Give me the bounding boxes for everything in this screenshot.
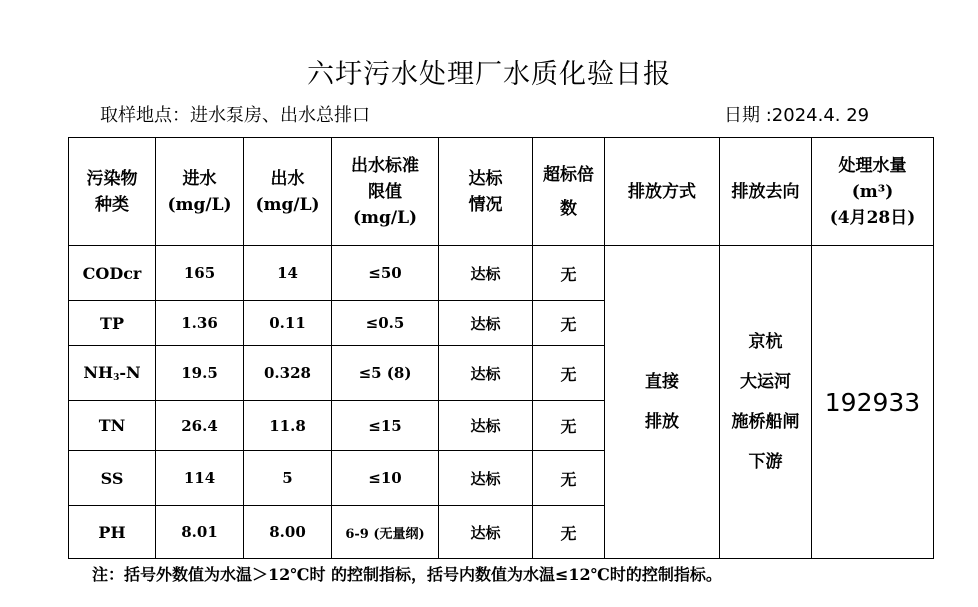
compliance-cell: 达标 [439,506,533,559]
influent-cell: 165 [156,246,244,301]
header-row [69,138,934,246]
header-effluent: 出水 (mg/L) [244,138,332,246]
treated-volume-cell: 192933 [812,246,934,559]
exceed-cell: 无 [533,346,605,401]
influent-cell: 26.4 [156,401,244,451]
sampling-location: 取样地点：进水泵房、出水总排口 [100,105,370,126]
exceed-cell: 无 [533,451,605,506]
compliance-cell: 达标 [439,301,533,346]
exceed-cell: 无 [533,401,605,451]
water-quality-table [68,137,934,559]
limit-cell: ≤0.5 [332,301,439,346]
header-compliance: 达标 情况 [439,138,533,246]
header-pollutant: 污染物 种类 [69,138,156,246]
compliance-cell: 达标 [439,346,533,401]
exceed-cell: 无 [533,506,605,559]
effluent-cell: 0.11 [244,301,332,346]
discharge-direction-cell: 京杭 大运河 施桥船闸 下游 [720,246,812,559]
effluent-cell: 14 [244,246,332,301]
exceed-cell: 无 [533,301,605,346]
header-limit: 出水标准 限值 (mg/L) [332,138,439,246]
table-row [69,246,934,301]
header-volume: 处理水量 (m³) (4月28日) [812,138,934,246]
influent-cell: 114 [156,451,244,506]
limit-cell: ≤5 (8) [332,346,439,401]
discharge-method-cell: 直接 排放 [605,246,720,559]
limit-cell: 6-9 (无量纲) [332,506,439,559]
header-exceed: 超标倍 数 [533,138,605,246]
influent-cell: 8.01 [156,506,244,559]
pollutant-cell: CODcr [69,246,156,301]
compliance-cell: 达标 [439,401,533,451]
pollutant-cell: SS [69,451,156,506]
effluent-cell: 0.328 [244,346,332,401]
influent-cell: 19.5 [156,346,244,401]
pollutant-cell: TP [69,301,156,346]
limit-cell: ≤50 [332,246,439,301]
limit-cell: ≤15 [332,401,439,451]
compliance-cell: 达标 [439,246,533,301]
header-influent: 进水 (mg/L) [156,138,244,246]
effluent-cell: 8.00 [244,506,332,559]
exceed-cell: 无 [533,246,605,301]
pollutant-cell: TN [69,401,156,451]
effluent-cell: 11.8 [244,401,332,451]
header-discharge-method: 排放方式 [605,138,720,246]
effluent-cell: 5 [244,451,332,506]
footnote: 注：括号外数值为水温＞12℃时 的控制指标，括号内数值为水温≤12℃时的控制指标。 [92,565,722,584]
influent-cell: 1.36 [156,301,244,346]
limit-cell: ≤10 [332,451,439,506]
pollutant-cell: $NH_3-N$ [69,346,156,401]
report-date: 日期 :2024.4. 29 [724,105,870,126]
compliance-cell: 达标 [439,451,533,506]
pollutant-cell: PH [69,506,156,559]
header-discharge-direction: 排放去向 [720,138,812,246]
report-title: 六圩污水处理厂水质化验日报 [307,59,671,90]
